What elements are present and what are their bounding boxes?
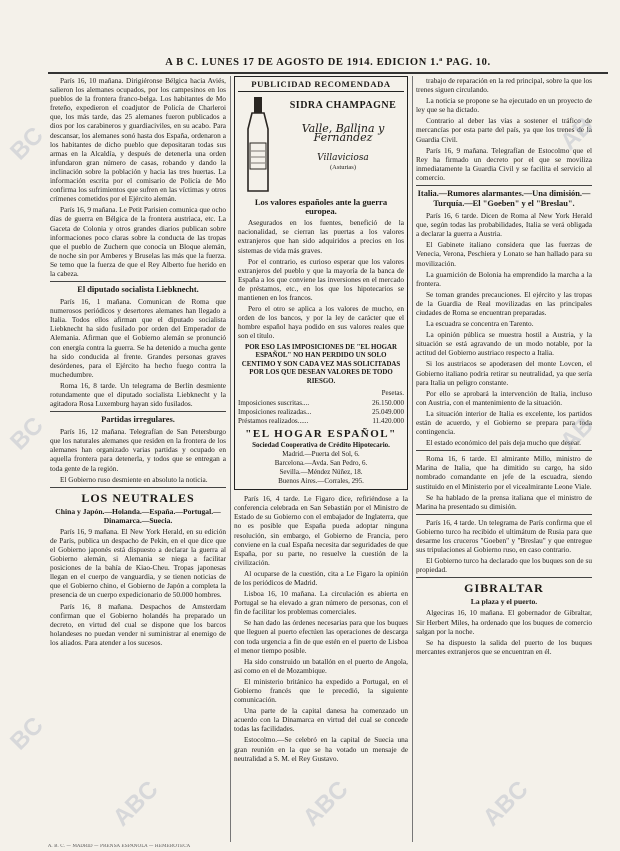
article-paragraph: París 16, 8 mañana. Despachos de Amsterdam confirman que el Gobierno holandés ha preparado un decreto, en virtud del cual se dispone que los barcos holandeses no puedan vender ni suministrar al enemigo de los aliados. Para atender a los sucesos.: [50, 601, 226, 647]
section-heading: Italia.—Rumores alarmantes.—Una dimisión.—Turquía.—El "Goeben" y el "Breslau".: [417, 189, 591, 209]
section-subheading: China y Japón.—Holanda.—España.—Portugal.—Dinamarca.—Suecia.: [55, 506, 221, 525]
article-paragraph: La guarnición de Bolonia ha emprendido la marcha a la frontera.: [416, 269, 592, 288]
column-3: [416, 76, 592, 842]
column-divider: [230, 76, 231, 842]
ad-region: (Asturias): [330, 164, 356, 172]
article-paragraph: La escuadra se concentra en Tarento.: [426, 319, 534, 329]
watermark-logo: AB: [555, 111, 599, 156]
ad-address: Madrid.—Puerta del Sol, 6.: [282, 449, 360, 458]
section-heading: Partidas irregulares.: [101, 415, 175, 425]
article-paragraph: París 16, 4 tarde. Un telegrama de París confirma que el Gobierno turco ha recibido el ultimátum de Rusia para que desarme los cruceros "Goeben" y "Breslau" y que entregue sus tripulaciones al Gobierno ruso, en caso contrario.: [416, 517, 592, 555]
article-paragraph: Se ha dispuesto la salida del puerto de los buques mercantes extranjeros que se encuentran en él.: [416, 637, 592, 656]
article-paragraph: París 16, 6 tarde. Dicen de Roma al New York Herald que, según todas las probabilidades, Italia se verá obligada a declarar la guerra a Austria.: [416, 211, 592, 239]
section-subheading: La plaza y el puerto.: [470, 597, 538, 607]
cider-bottle-icon: [238, 95, 278, 195]
article-paragraph: París 16, 9 mañana. El New York Herald, en su edición de París, publica un despacho de Pekín, en el que dice que el Gobierno japonés está dispuesto a declarar la guerra al Gobierno alemán, si Alemania se niega a facilitar posiciones de la bahía de Kiao-Cheu. Tropas japonesas llegan en el cuerpo de vanguardia, y se tienen noticias de que el Gobierno chino, el Gobierno de Japón a completa la presencia de un cuerpo expedicionario de 50.000 hombres.: [50, 526, 226, 600]
watermark-logo: BC: [5, 711, 49, 756]
watermark-logo: ABC: [477, 775, 534, 832]
ad-company-sub: Sociedad Cooperativa de Crédito Hipotecario.: [252, 440, 390, 449]
article-paragraph: Al ocuparse de la cuestión, cita a Le Figaro la opinión de los periódicos de Madrid.: [234, 568, 408, 587]
column-divider: [412, 76, 413, 842]
article-paragraph: Se ha hablado de la prensa italiana que el ministro de Marina ha presentado su dimisión.: [416, 492, 592, 511]
watermark-logo: ABC: [297, 775, 354, 832]
article-paragraph: Roma 16, 8 tarde. Un telegrama de Berlín desmiente rotundamente que el diputado socialista Liebknecht y la agitadora Rosa Luxemburg hayan sido fusilados.: [50, 380, 226, 409]
ad-paragraph: Pero el otro se aplica a los valores de mucho, en orden de los bancos, y por la ley de carácter que el hombre español haya podido en sus valores reales que son el título.: [238, 304, 404, 341]
ad-figure-label: Imposiciones suscritas....: [238, 398, 310, 407]
page-header: A B C. LUNES 17 DE AGOSTO DE 1914. EDICION 1.ª PAG. 10.: [165, 57, 491, 68]
article-paragraph: Estocolmo.—Se celebró en la capital de Suecia una gran reunión en la que se ha votado un mensaje de neutralidad a S. M. el Rey Gustavo.: [234, 735, 408, 763]
article-paragraph: Lisboa 16, 10 mañana. La circulación es abierta en Portugal se ha elevado a gran número de personas, con el fin de facilitar los problemas comerciales.: [234, 589, 408, 617]
ad-place: Villaviciosa: [317, 153, 369, 164]
ad-address: Sevilla.—Méndez Núñez, 18.: [279, 467, 363, 476]
article-paragraph: Se han dado las órdenes necesarias para que los buques que lleguen al puerto efectúen las operaciones de descarga con toda urgencia a fin de que estén en el puerto de Lisboa el menor tiempo posible.: [234, 618, 408, 655]
advertisement-box: [234, 76, 408, 490]
column-1: [50, 76, 226, 842]
watermark-logo: AB: [555, 411, 599, 456]
ad-section-title: PUBLICIDAD RECOMENDADA: [238, 80, 404, 92]
ad-figure-value: 26.150.000: [372, 398, 404, 407]
article-paragraph: El Gabinete italiano considera que las fuerzas de Venecia, Verona, Peschiera y Lonato se han hallado para su movilización.: [416, 240, 592, 268]
article-paragraph: Se toman grandes precauciones. El ejército y las tropas de la Guardia de Real movilizadas en las principales ciudades de Roma se encuentran preparadas.: [416, 289, 592, 317]
column-2: [234, 76, 408, 842]
section-rule: [50, 411, 226, 412]
ad-company-name: "EL HOGAR ESPAÑOL": [245, 427, 397, 440]
article-paragraph: Roma 16, 6 tarde. El almirante Millo, ministro de Marina de Italia, que ha dimitido su cargo, ha sido nombrado comandante en jefe de la escuadra, siendo sustituido en el Ministerio por el vicealmirante Leone Viale.: [416, 454, 592, 491]
ad-figures-table: [238, 399, 404, 426]
article-paragraph: París 16, 9 mañana. Le Petit Parisien comunica que ocho días de guerra en Bélgica de la frontera austriaca, etc. La Gaceta de Colonia y otros grandes diarios publican sobre informaciones poco claras sobre la conducta de las tropas que el pueblo de Zuchern que conocía un Bloque alemán, de noche sin por Amberes y Bruselas las más que la fuerza. Se temo que la fuerza de que el Rey Alberto fue herido en la cabeza.: [50, 205, 226, 278]
section-heading: GIBRALTAR: [464, 581, 544, 596]
header-rule: [48, 72, 608, 74]
watermark-logo: BC: [5, 121, 49, 166]
ad-cider: [238, 95, 404, 195]
section-rule: [50, 487, 226, 488]
article-paragraph: París 16, 9 mañana. Telegrafían de Estocolmo que el Rey ha firmado un decreto por el que se moviliza inmediatamente la Guardia Civil y se facilita el servicio al comercio.: [416, 145, 592, 182]
article-paragraph: París 16, 12 mañana. Telegrafían de San Petersburgo que los naturales alemanes que residen en la frontera de los alemanes han organizado varias partidas y ocupado en aquella frontera para detenerla, y todos que se entregan a toda gente de la región.: [50, 427, 226, 473]
ad-address: Buenos Aires.—Corrales, 295.: [278, 477, 364, 486]
ad-address: Barcelona.—Avda. San Pedro, 6.: [274, 458, 368, 467]
article-paragraph: Una parte de la capital danesa ha comenzado un acuerdo con la Dinamarca en virtud del cual se concede todas las facilidades.: [234, 706, 408, 734]
ad-maker: Valle, Ballina y Fernández: [301, 122, 385, 145]
section-rule: [416, 450, 592, 451]
ad-caps-text: POR ESO LAS IMPOSICIONES DE "EL HOGAR ESPAÑOL" NO HAN PERDIDO UN SOLO CENTIMO Y SON CADA VEZ MAS SOLICITADAS POR LOS QUE DESEAN VALORES DE TODO RIESGO.: [241, 343, 401, 385]
page-footer: A. B. C. — MADRID — PRENSA ESPAÑOLA — HEMEROTECA: [48, 844, 190, 849]
ad-figure-row: [238, 408, 404, 417]
ad-figure-value: 25.049.000: [372, 407, 404, 416]
article-paragraph: El estado económico del país deja mucho que desear.: [426, 438, 582, 448]
ad-brand: SIDRA CHAMPAGNE: [289, 100, 397, 112]
section-rule: [416, 185, 592, 186]
section-rule: [416, 577, 592, 578]
article-paragraph: La noticia se propone se ha ejecutado en un proyecto de ley que se ha dictado.: [416, 96, 592, 115]
article-paragraph: Algeciras 16, 10 mañana. El gobernador de Gibraltar, Sir Herbert Miles, ha ordenado que los buques de comercio salgan por la noche.: [416, 608, 592, 636]
ad-headline: Los valores españoles ante la guerra europea.: [254, 197, 388, 217]
section-heading: El diputado socialista Liebknecht.: [77, 285, 199, 295]
ad-currency-label: Pesetas.: [381, 389, 404, 398]
article-paragraph: París 16, 1 mañana. Comunican de Roma que numerosos periódicos y desertores alemanes han llegado a Italia. Todos ellos afirman que el diputado socialista Liebknecht ha sido fusilado por orden del Emperador de Alemania. Afirman que el Gobierno alemán se pronunció con energía contra la guerra. Se ha detenido a mucha gente ha sido conducida al frente. Grandes personas graves desórdenes, para el Ejército ha hecho fuego contra la muchedumbre.: [50, 297, 226, 379]
watermark-logo: BC: [5, 411, 49, 456]
article-paragraph: La opinión pública se muestra hostil a Austria, y la situación se está agravando de un modo notable, por la actitud del Gobierno austriaco respecto a Italia.: [416, 330, 592, 358]
article-paragraph: trabajo de reparación en la red principal, sobre la que los trenes siguen circulando.: [416, 76, 592, 95]
article-paragraph: Por ello se aprobará la intervención de Italia, incluso con Austria, con el mantenimiento de la situación.: [416, 388, 592, 407]
article-paragraph: El Gobierno ruso desmiente en absoluto la noticia.: [60, 474, 208, 484]
article-paragraph: París 16, 10 mañana. Dirigiéronse Bélgica hacia Aviés, salieron los alemanes ocupados, por los campesinos en los pueblos de la frontera franco-belga. Los habitantes de Mo freteño, expedieron el coadjutor de Policía de Charleroi que, los más tarde, das 25 alemanes fueron publicados a dios por los carabineros y guardiaciviles, en su acabo. Para descansar, los alemanes sonó hasta dos España, ordenaron a los habitantes de dicho pueblo que depositaran todas sus armas en la Alcaldía, y después de detenerla una orden infundaron gran número de casas, robando y dando la inclinación sobre la población y hacia las tres huertas. La información escrita por el comisario de Policía de Mo confirma los sufrimientos que sufren en las víctimas y otros crímenes cometidos por el Ejército alemán.: [50, 76, 226, 204]
section-rule: [50, 281, 226, 282]
article-paragraph: Si los austriacos se apoderasen del monte Lovcen, el Gobierno italiano podría retirar su neutralidad, ya que sería para Italia un peligro constante.: [416, 359, 592, 387]
article-paragraph: La situación interior de Italia es excelente, los partidos están de acuerdo, y el Gobierno se prepara para toda contingencia.: [416, 408, 592, 437]
article-paragraph: El Gobierno turco ha declarado que los buques son de su propiedad.: [416, 556, 592, 575]
ad-paragraph: Asegurados en los fuentes, benefició de la nacionalidad, se cierran las puertas a los valores extranjeros que han sido adquiridos a precios en los sistemas de vida más graves.: [238, 218, 404, 255]
watermark-logo: ABC: [107, 775, 164, 832]
ad-paragraph: Por el contrario, es curioso esperar que los valores extranjeros del pueblo y que la mayoría de la banca de España a los que conviene las inversiones en el mercado de préstamos, etc., en los que los hipotecarios se mantienen en los francos.: [238, 256, 404, 303]
section-heading: LOS NEUTRALES: [81, 490, 195, 505]
article-paragraph: París 16, 4 tarde. Le Figaro dice, refiriéndose a la conferencia celebrada en San Sebastián por el Ministro de Estado de su Gobierno con el embajador de Inglaterra, que no es posible que España pueda adoptar ninguna resolución, sin embargo, el Gobierno de Francia, pero conviene en la cual España necesita dar seguridades de que España, por su parte, no resuelve la cuestión de la civilización.: [234, 494, 408, 567]
article-paragraph: Contrario al deber las vías a sostener el tráfico de mercancías por esta parte del país, ya que los trenes de la Guardia Civil.: [416, 116, 592, 144]
ad-figure-label: Préstamos realizados......: [238, 416, 309, 425]
ad-figure-value: 11.420.000: [372, 416, 404, 425]
ad-figure-row: [238, 399, 404, 408]
section-rule: [416, 514, 592, 515]
article-paragraph: Ha sido construido un batallón en el puerto de Angola, así como en el de Mozambique.: [234, 656, 408, 675]
article-paragraph: El ministerio británico ha expedido a Portugal, en el Gobierno francés que le precedió, la siguiente comunicación.: [234, 676, 408, 705]
ad-figure-row: [238, 417, 404, 426]
ad-figure-label: Imposiciones realizadas...: [238, 407, 312, 416]
